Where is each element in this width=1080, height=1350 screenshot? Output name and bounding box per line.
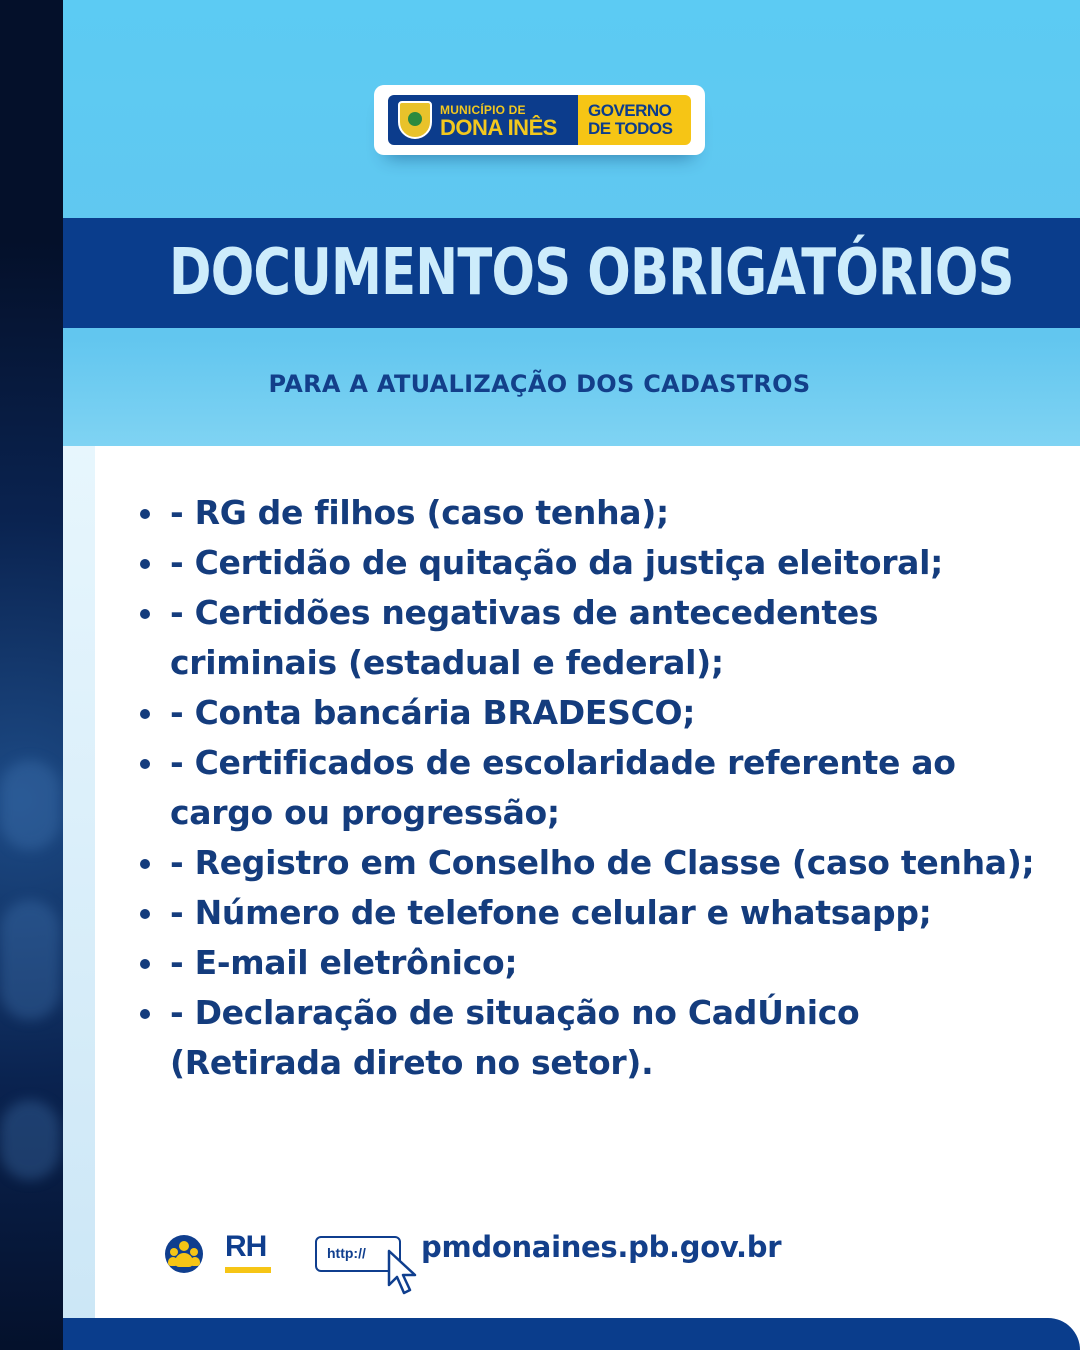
list-item: - Certificados de escolaridade referente ao cargo ou progressão; bbox=[140, 738, 1040, 838]
cloud-shape bbox=[0, 1100, 60, 1180]
list-item: - Número de telefone celular e whatsapp; bbox=[140, 888, 1040, 938]
title-band bbox=[63, 218, 1080, 328]
list-item: - RG de filhos (caso tenha); bbox=[140, 488, 1040, 538]
documents-list bbox=[140, 488, 1040, 1088]
bottom-bar bbox=[63, 1318, 1080, 1350]
cloud-shape bbox=[0, 760, 60, 850]
logo-municipio-name: DONA INÊS bbox=[440, 115, 557, 140]
people-icon bbox=[165, 1235, 203, 1273]
logo-inner bbox=[388, 95, 691, 145]
logo-governo-block bbox=[578, 95, 691, 145]
list-item: - Certidão de quitação da justiça eleitoral; bbox=[140, 538, 1040, 588]
list-item: - Registro em Conselho de Classe (caso tenha); bbox=[140, 838, 1040, 888]
logo-governo-line1: GOVERNO bbox=[588, 101, 672, 120]
rh-logo bbox=[225, 1231, 273, 1273]
rh-underline bbox=[225, 1267, 271, 1273]
page-title: DOCUMENTOS OBRIGATÓRIOS bbox=[169, 236, 1014, 310]
crest-icon bbox=[398, 101, 432, 139]
logo-municipio-block bbox=[388, 95, 578, 145]
rh-label: RH bbox=[225, 1230, 267, 1263]
list-item: - Certidões negativas de antecedentes criminais (estadual e federal); bbox=[140, 588, 1040, 688]
website-link[interactable]: pmdonaines.pb.gov.br bbox=[421, 1230, 782, 1264]
list-item: - Conta bancária BRADESCO; bbox=[140, 688, 1040, 738]
cloud-shape bbox=[0, 900, 60, 1020]
list-item: - E-mail eletrônico; bbox=[140, 938, 1040, 988]
logo-municipio-label: MUNICÍPIO DE bbox=[440, 103, 526, 117]
logo-governo-line2: DE TODOS bbox=[588, 119, 673, 138]
documents-card bbox=[95, 446, 1080, 1350]
cursor-arrow-icon bbox=[385, 1249, 419, 1297]
list-item: - Declaração de situação no CadÚnico (Retirada direto no setor). bbox=[140, 988, 1040, 1088]
card-shadow bbox=[63, 446, 95, 1350]
page-subtitle: PARA A ATUALIZAÇÃO DOS CADASTROS bbox=[268, 370, 811, 398]
municipal-logo bbox=[374, 85, 705, 155]
http-badge: http:// bbox=[315, 1236, 401, 1272]
night-sky-strip bbox=[0, 0, 63, 1350]
